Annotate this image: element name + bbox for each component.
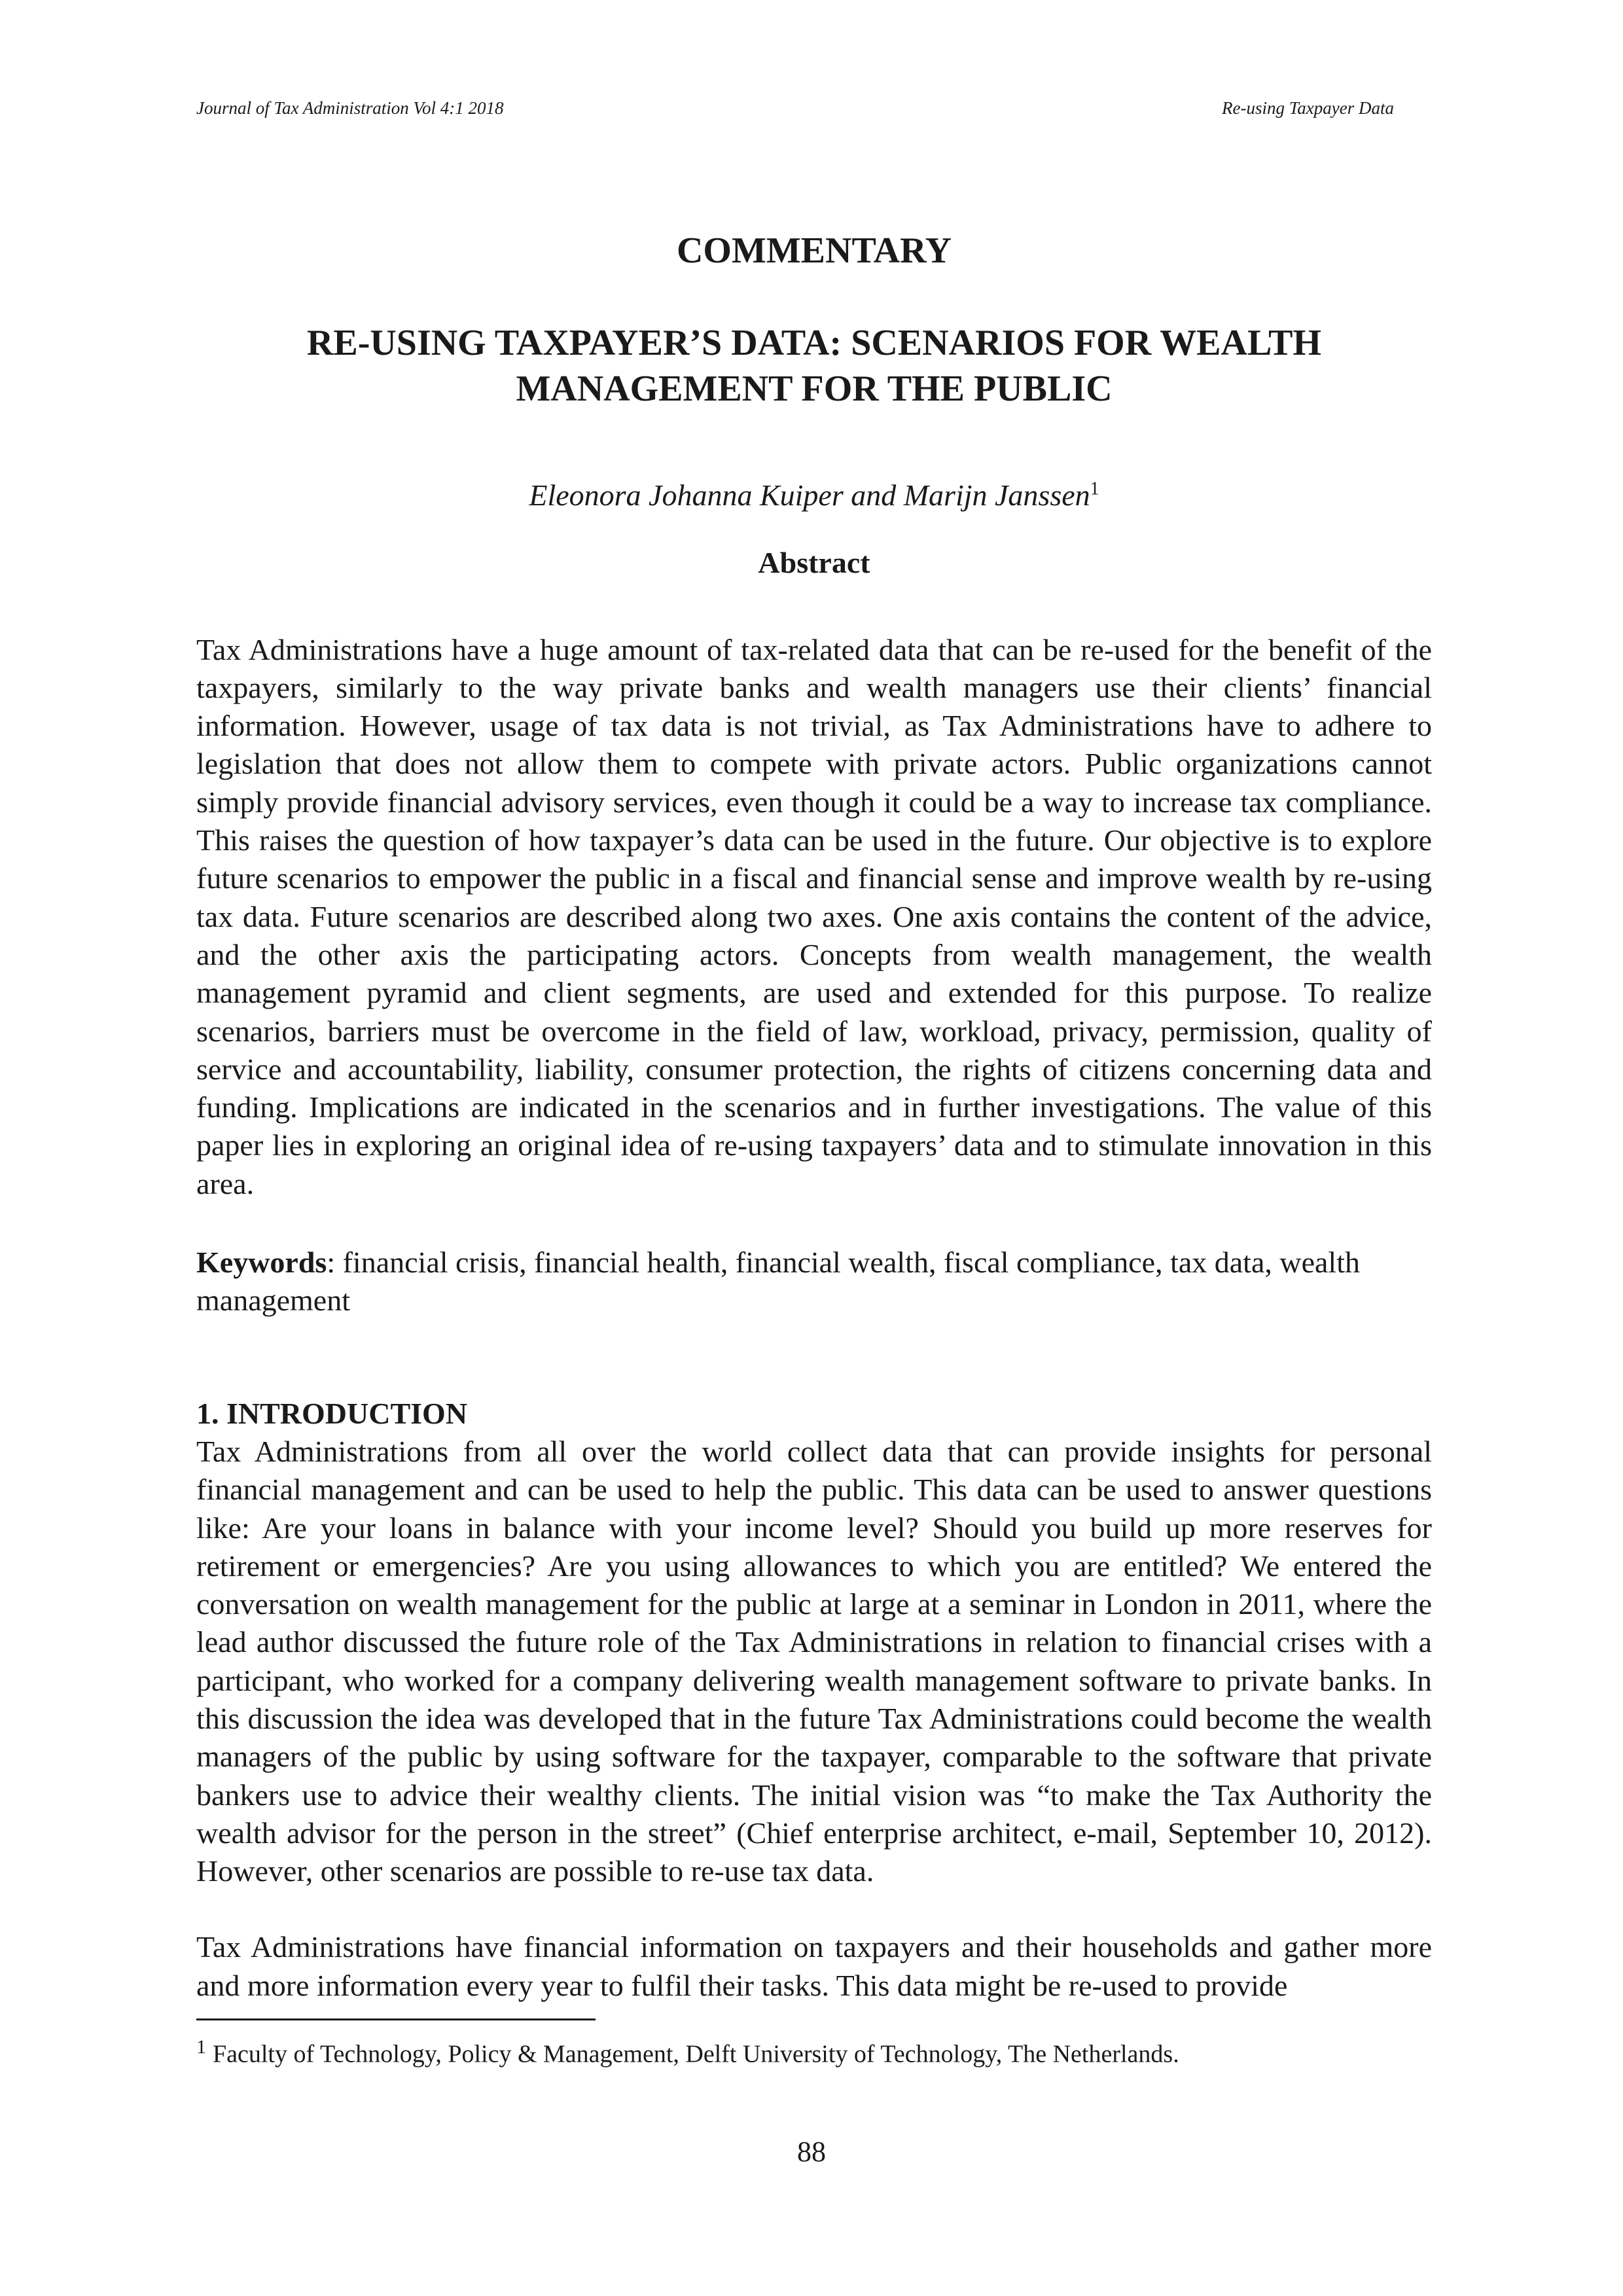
introduction-heading: 1. INTRODUCTION (196, 1396, 468, 1430)
page-number: 88 (797, 2136, 826, 2168)
running-header (196, 98, 1394, 118)
author-line (196, 477, 1432, 513)
footnote (196, 2034, 1432, 2071)
journal-name: Journal of Tax Administration Vol 4:1 2018 (196, 98, 504, 118)
abstract-heading: Abstract (758, 546, 870, 580)
article-title: RE-USING TAXPAYER’S DATA: SCENARIOS FOR WEALTH MANAGEMENT FOR THE PUBLIC (306, 323, 1322, 410)
intro-paragraph-1: Tax Administrations from all over the world collect data that can provide insights for personal financial management and can be used to help the public. This data can be used to answer questions like: Are your loans in balance with your income level? Should you build up more reserves for retirement or emergencies? Are you using allowances to which you are entitled? We entered the conversation on wealth management for the public at large at a seminar in London in 2011, where the lead author discussed the future role of the Tax Administrations in relation to financial crises with a participant, who worked for a company delivering wealth management software to private banks. In this discussion the idea was developed that in the future Tax Administrations could become the wealth managers of the public by using software for the taxpayer, comparable to the software that private bankers use to advice their wealthy clients. The initial vision was “to make the Tax Authority the wealth advisor for the person in the street” (Chief enterprise architect, e-mail, September 10, 2012). However, other scenarios are possible to re-use tax data. (196, 1434, 1432, 1888)
footnote-text: Faculty of Technology, Policy & Management, Delft University of Technology, The Netherlands. (213, 2040, 1179, 2068)
intro-paragraph-2: Tax Administrations have financial information on taxpayers and their households and gather more and more information every year to fulfil their tasks. This data might be re-used to provide (196, 1930, 1432, 2002)
page-body (196, 229, 1432, 2005)
keywords-list: : financial crisis, financial health, financial wealth, fiscal compliance, tax data, wealth management (196, 1246, 1360, 1318)
keywords (196, 1244, 1432, 1320)
keywords-label: Keywords (196, 1246, 327, 1280)
footnote-marker: 1 (196, 2036, 206, 2058)
authors: Eleonora Johanna Kuiper and Marijn Janssen (529, 478, 1090, 512)
author-footnote-marker: 1 (1090, 478, 1099, 499)
footnote-divider (196, 2018, 596, 2020)
section-label: COMMENTARY (676, 230, 952, 271)
running-title: Re-using Taxpayer Data (1222, 98, 1394, 118)
abstract-text: Tax Administrations have a huge amount of tax-related data that can be re-used for the benefit of the taxpayers, similarly to the way private banks and wealth managers use their clients’ financial information. However, usage of tax data is not trivial, as Tax Administrations have to adhere to legislation that does not allow them to compete with private actors. Public organizations cannot simply provide financial advisory services, even though it could be a way to increase tax compliance. This raises the question of how taxpayer’s data can be used in the future. Our objective is to explore future scenarios to empower the public in a fiscal and financial sense and improve wealth by re-using tax data. Future scenarios are described along two axes. One axis contains the content of the advice, and the other axis the participating actors. Concepts from wealth management, the wealth management pyramid and client segments, are used and extended for this purpose. To realize scenarios, barriers must be overcome in the field of law, workload, privacy, permission, quality of service and accountability, liability, consumer protection, the rights of citizens concerning data and funding. Implications are indicated in the scenarios and in further investigations. The value of this paper lies in exploring an original idea of re-using taxpayers’ data and to stimulate innovation in this area. (196, 632, 1432, 1200)
